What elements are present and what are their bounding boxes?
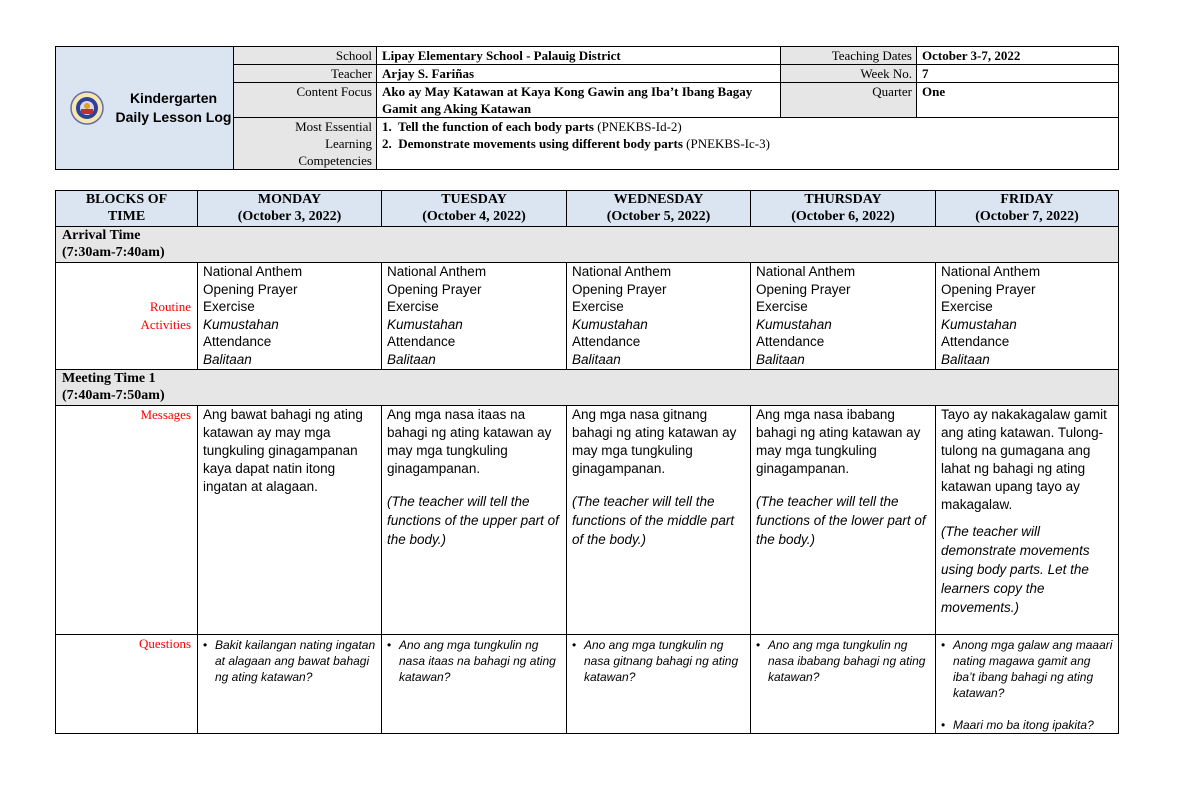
routine-cell-wednesday: National Anthem Opening Prayer Exercise Kumustahan Attendance Balitaan — [567, 263, 751, 370]
day-header-wednesday: WEDNESDAY (October 5, 2022) — [567, 191, 751, 227]
messages-label: Messages — [56, 406, 198, 635]
lesson-log-table — [55, 190, 1119, 734]
question-list — [756, 637, 931, 685]
question-item: • Bakit kailangan nating ingatan at alagaan ang bawat bahagi ng ating katawan? — [203, 638, 376, 684]
routine-row — [56, 263, 1119, 370]
question-item: • Anong mga galaw ang maaari nating magawa gamit ang iba’t ibang bahagi ng ating katawan? — [941, 638, 1113, 700]
melc-label — [234, 118, 377, 170]
logo-title-cell — [56, 47, 234, 170]
teacher-value: Arjay S. Fariñas — [377, 65, 781, 83]
teacher-note: (The teacher will demonstrate movements using body parts. Let the learners copy the movements.) — [941, 524, 1090, 615]
week-label: Week No. — [781, 65, 917, 83]
teacher-note: (The teacher will tell the functions of the middle part of the body.) — [572, 494, 735, 547]
message-cell-tuesday: Ang mga nasa itaas na bahagi ng ating katawan ay may mga tungkuling ginagampanan. (The teacher will tell the functions of the upper part of the body.) — [382, 406, 567, 635]
content-focus-value: Ako ay May Katawan at Kaya Kong Gawin ang Iba’t Ibang Bagay Gamit ang Aking Katawan — [377, 83, 781, 118]
question-list — [941, 637, 1114, 733]
teacher-note: (The teacher will tell the functions of the lower part of the body.) — [756, 494, 926, 547]
teacher-note: (The teacher will tell the functions of the upper part of the body.) — [387, 494, 559, 547]
question-cell-tuesday — [382, 635, 567, 734]
title-line-2: Daily Lesson Log — [115, 109, 232, 125]
question-item: • Ano ang mga tungkulin ng nasa gitnang bahagi ng ating katawan? — [572, 638, 739, 684]
day-header-monday: MONDAY (October 3, 2022) — [198, 191, 382, 227]
teaching-dates-value: October 3-7, 2022 — [917, 47, 1119, 65]
message-cell-thursday: Ang mga nasa ibabang bahagi ng ating katawan ay may mga tungkuling ginagampanan. (The teacher will tell the functions of the lower part of the body.) — [751, 406, 936, 635]
day-header-friday: FRIDAY (October 7, 2022) — [936, 191, 1119, 227]
question-item: • Ano ang mga tungkulin ng nasa itaas na bahagi ng ating katawan? — [387, 638, 556, 684]
competency-code: (PNEKBS-Ic-3) — [686, 136, 770, 151]
meeting-time-row — [56, 370, 1119, 406]
document-title — [114, 89, 233, 127]
message-cell-wednesday: Ang mga nasa gitnang bahagi ng ating katawan ay may mga tungkuling ginagampanan. (The teacher will tell the functions of the middle part of the body.) — [567, 406, 751, 635]
routine-cell-tuesday: National Anthem Opening Prayer Exercise Kumustahan Attendance Balitaan — [382, 263, 567, 370]
quarter-label: Quarter — [781, 83, 917, 118]
bullet-icon: • — [941, 638, 946, 652]
day-header-thursday: THURSDAY (October 6, 2022) — [751, 191, 936, 227]
competency-list — [377, 118, 1118, 152]
arrival-time-heading: Arrival Time (7:30am-7:40am) — [56, 227, 1119, 263]
question-cell-thursday — [751, 635, 936, 734]
title-line-1: Kindergarten — [129, 90, 218, 106]
message-cell-monday: Ang bawat bahagi ng ating katawan ay may mga tungkuling ginagampanan kaya dapat natin itong ingatan at alagaan. — [198, 406, 382, 635]
melc-label-line-1: Most Essential — [295, 119, 372, 134]
question-list — [387, 637, 562, 685]
questions-row — [56, 635, 1119, 734]
bullet-icon: • — [756, 638, 761, 652]
content-focus-label: Content Focus — [234, 83, 377, 118]
arrival-time-row — [56, 227, 1119, 263]
quarter-value: One — [917, 83, 1119, 118]
questions-label: Questions — [56, 635, 198, 734]
question-list — [203, 637, 377, 685]
routine-cell-friday: National Anthem Opening Prayer Exercise Kumustahan Attendance Balitaan — [936, 263, 1119, 370]
routine-cell-monday: National Anthem Opening Prayer Exercise Kumustahan Attendance Balitaan — [198, 263, 382, 370]
header-table — [55, 46, 1119, 170]
routine-cell-thursday: National Anthem Opening Prayer Exercise Kumustahan Attendance Balitaan — [751, 263, 936, 370]
melc-label-line-2: Learning — [325, 136, 372, 151]
question-cell-wednesday — [567, 635, 751, 734]
deped-seal-icon — [70, 91, 104, 125]
teaching-dates-label: Teaching Dates — [781, 47, 917, 65]
bullet-icon: • — [572, 638, 577, 652]
school-value: Lipay Elementary School - Palauig District — [377, 47, 781, 65]
bullet-icon: • — [387, 638, 392, 652]
message-cell-friday: Tayo ay nakakagalaw gamit ang ating katawan. Tulong-tulong na gumagana ang lahat ng bahagi ng ating katawan upang tayo ay makagalaw. (The teacher will demonstrate movements using body parts. Let the learners copy the movements.) — [936, 406, 1119, 635]
blocks-of-time-header: BLOCKS OF TIME — [56, 191, 198, 227]
competency-item: 1. Tell the function of each body parts (PNEKBS-Id-2) — [382, 119, 682, 134]
meeting-time-heading: Meeting Time 1 (7:40am-7:50am) — [56, 370, 1119, 406]
competency-item: 2. Demonstrate movements using different body parts (PNEKBS-Ic-3) — [382, 136, 770, 151]
teacher-label: Teacher — [234, 65, 377, 83]
week-value: 7 — [917, 65, 1119, 83]
question-item: • Ano ang mga tungkulin ng nasa ibabang bahagi ng ating katawan? — [756, 638, 926, 684]
bullet-icon: • — [941, 718, 946, 732]
day-header-tuesday: TUESDAY (October 4, 2022) — [382, 191, 567, 227]
question-list — [572, 637, 746, 685]
question-cell-monday — [198, 635, 382, 734]
question-cell-friday — [936, 635, 1119, 734]
competency-code: (PNEKBS-Id-2) — [597, 119, 682, 134]
question-item: • Maari mo ba itong ipakita? — [941, 718, 1094, 732]
messages-row — [56, 406, 1119, 635]
routine-activities-label: Routine Activities — [56, 263, 198, 370]
bullet-icon: • — [203, 638, 208, 652]
day-header-row — [56, 191, 1119, 227]
melc-value — [377, 118, 1119, 170]
school-label: School — [234, 47, 377, 65]
melc-label-line-3: Competencies — [298, 153, 372, 168]
